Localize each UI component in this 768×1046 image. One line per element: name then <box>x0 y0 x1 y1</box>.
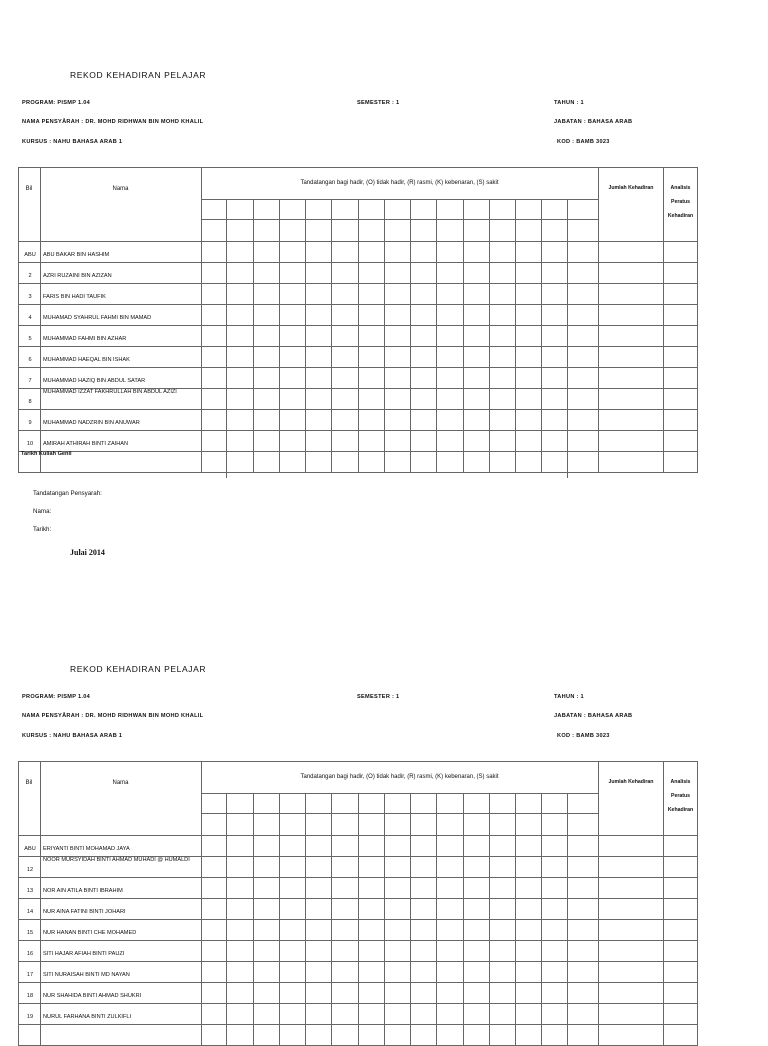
session-column-border <box>358 199 359 472</box>
row-nama: FARIS BIN HADI TAUFIK <box>43 294 106 300</box>
course-label: KURSUS : NAHU BAHASA ARAB 1 <box>22 139 123 145</box>
table-row-border <box>18 982 698 983</box>
session-column-border <box>279 199 280 472</box>
row-nama: AZRI RUZAINI BIN AZIZAN <box>43 273 112 279</box>
table-row-border <box>18 940 698 941</box>
session-date-border <box>201 219 598 220</box>
row-nama: SITI NURAISAH BINTI MD NAYAN <box>43 972 130 978</box>
table-row-border <box>18 877 698 878</box>
row-nama: MUHAMMAD FAHMI BIN AZHAR <box>43 336 127 342</box>
row-nama: NOR AIN ATILA BINTI IBRAHIM <box>43 888 123 894</box>
header-analisis: Analisis Peratus Kehadiran <box>667 779 694 813</box>
table-row-border <box>18 430 698 431</box>
row-bil: ABU <box>24 846 36 852</box>
row-nama: MUHAMMAD HAZIQ BIN ABDUL SATAR <box>43 378 146 384</box>
session-column-border <box>515 199 516 472</box>
lecturer-label: NAMA PENSYĀRAH : DR. MOHD RIDHWAN BIN MOHD KHALIL <box>22 713 204 719</box>
table-top-border <box>18 761 698 762</box>
session-column-border <box>489 199 490 472</box>
table-column-border <box>598 167 599 472</box>
table-column-border <box>697 167 698 472</box>
table-header-bottom <box>18 835 698 836</box>
session-column-border <box>331 199 332 472</box>
sheet-title: REKOD KEHADIRAN PELAJAR <box>70 70 207 80</box>
row-nama: NUR HANAN BINTI CHE MOHAMED <box>43 930 137 936</box>
session-column-border <box>226 199 227 472</box>
course-code-label: KOD : BAMB 3023 <box>557 139 610 145</box>
row-nama: MUHAMMAD HAEQAL BIN ISHAK <box>43 357 130 363</box>
department-label: JABATAN : BAHASA ARAB <box>554 119 633 125</box>
row-bil: 10 <box>26 441 34 447</box>
row-nama: MUHAMAD SYAHRUL FAHMI BIN MAMAD <box>43 315 152 321</box>
course-label: KURSUS : NAHU BAHASA ARAB 1 <box>22 733 123 739</box>
program-label: PROGRAM: PISMP 1.04 <box>22 694 91 700</box>
row-bil: ABU <box>24 252 36 258</box>
department-label: JABATAN : BAHASA ARAB <box>554 713 633 719</box>
row-bil: 8 <box>28 399 32 405</box>
row-nama: ERIYANTI BINTI MOHAMAD JAYA <box>43 846 130 852</box>
table-top-border <box>18 167 698 168</box>
table-row-border <box>18 409 698 410</box>
row-bil: 15 <box>26 930 34 936</box>
table-column-border <box>201 167 202 472</box>
table-row-border <box>18 898 698 899</box>
table-row-border <box>18 1024 698 1025</box>
header-nama: Nama <box>112 186 129 192</box>
row-nama: NUR AINA FATINI BINTI JOHARI <box>43 909 126 915</box>
program-label: PROGRAM: PISMP 1.04 <box>22 100 91 106</box>
session-header-border <box>201 793 598 794</box>
row-bil: 14 <box>26 909 34 915</box>
row-bil: 4 <box>28 315 32 321</box>
session-column-border <box>253 199 254 472</box>
row-bil: 9 <box>28 420 32 426</box>
footer-tarikh: Tarikh: <box>33 526 52 533</box>
sheet-title: REKOD KEHADIRAN PELAJAR <box>70 664 207 674</box>
header-jumlah: Jumlah Kehadiran <box>608 185 654 191</box>
session-column-border <box>436 199 437 472</box>
table-row-border <box>18 325 698 326</box>
row-nama: MUHAMMAD NADZRIN BIN ANUWAR <box>43 420 140 426</box>
table-row-border <box>18 961 698 962</box>
header-analisis: Analisis Peratus Kehadiran <box>667 185 694 219</box>
course-code-label: KOD : BAMB 3023 <box>557 733 610 739</box>
table-row-border <box>18 304 698 305</box>
table-row-border <box>18 367 698 368</box>
session-column-border <box>305 199 306 472</box>
sign-date: Julai 2014 <box>70 548 105 557</box>
tick-mark <box>567 472 568 478</box>
session-header-border <box>201 199 598 200</box>
attendance-sheet-2 <box>0 594 768 1024</box>
row-bil: 6 <box>28 357 32 363</box>
footer-nama: Nama: <box>33 508 52 515</box>
header-nama: Nama <box>112 780 129 786</box>
row-bil: 3 <box>28 294 32 300</box>
header-tandatangan: Tandatangan bagi hadir, (O) tidak hadir, (R) rasmi, (K) kebenaran, (S) sakit <box>300 774 499 780</box>
session-column-border <box>567 199 568 472</box>
row-bil: 19 <box>26 1014 34 1020</box>
tahun-label: TAHUN : 1 <box>554 694 584 700</box>
footer-tandatangan: Tandatangan Pensyarah: <box>33 490 102 497</box>
table-row-border <box>18 472 698 473</box>
header-jumlah: Jumlah Kehadiran <box>608 779 654 785</box>
row-bil: 12 <box>26 867 34 873</box>
session-date-border <box>201 813 598 814</box>
row-nama: MUHAMMAD IZZAT FAKHRULLAH BIN ABDUL AZIZI <box>43 389 177 395</box>
session-column-border <box>463 199 464 472</box>
table-header-bottom <box>18 241 698 242</box>
session-column-border <box>384 199 385 472</box>
table-row-border <box>18 283 698 284</box>
row-nama: AMIRAH ATHIRAH BINTI ZAIHAN <box>43 441 129 447</box>
header-bil: Bil <box>25 780 33 786</box>
table-row-border <box>18 1003 698 1004</box>
header-tandatangan: Tandatangan bagi hadir, (O) tidak hadir, (R) rasmi, (K) kebenaran, (S) sakit <box>300 180 499 186</box>
table-row-border <box>18 451 698 452</box>
tahun-label: TAHUN : 1 <box>554 100 584 106</box>
table-row-border <box>18 346 698 347</box>
table-column-border <box>18 167 19 472</box>
row-bil: 17 <box>26 972 34 978</box>
row-bil: 2 <box>28 273 32 279</box>
row-bil: 7 <box>28 378 32 384</box>
table-row-border <box>18 262 698 263</box>
row-nama: NOOR MURSYIDAH BINTI AHMAD MUHADI @ HUMALDI <box>43 857 190 863</box>
header-bil: Bil <box>25 186 33 192</box>
session-column-border <box>410 199 411 472</box>
session-column-border <box>541 199 542 472</box>
row-bil: 13 <box>26 888 34 894</box>
lecturer-label: NAMA PENSYĀRAH : DR. MOHD RIDHWAN BIN MOHD KHALIL <box>22 119 204 125</box>
table-row-border <box>18 919 698 920</box>
row-bil: 18 <box>26 993 34 999</box>
tick-mark <box>226 472 227 478</box>
semester-label: SEMESTER : 1 <box>357 694 400 700</box>
row-nama: NUR SHAHIDA BINTI AHMAD SHUKRI <box>43 993 142 999</box>
row-nama: ABU BAKAR BIN HASHIM <box>43 252 110 258</box>
semester-label: SEMESTER : 1 <box>357 100 400 106</box>
tarikh-kuliah-label: Tarikh Kuliah Genil <box>21 451 72 457</box>
table-column-border <box>40 167 41 472</box>
row-nama: NURUL FARHANA BINTI ZULKIFLI <box>43 1014 132 1020</box>
row-nama: SITI HAJAR AFIAH BINTI PAUZI <box>43 951 125 957</box>
row-bil: 16 <box>26 951 34 957</box>
row-bil: 5 <box>28 336 32 342</box>
